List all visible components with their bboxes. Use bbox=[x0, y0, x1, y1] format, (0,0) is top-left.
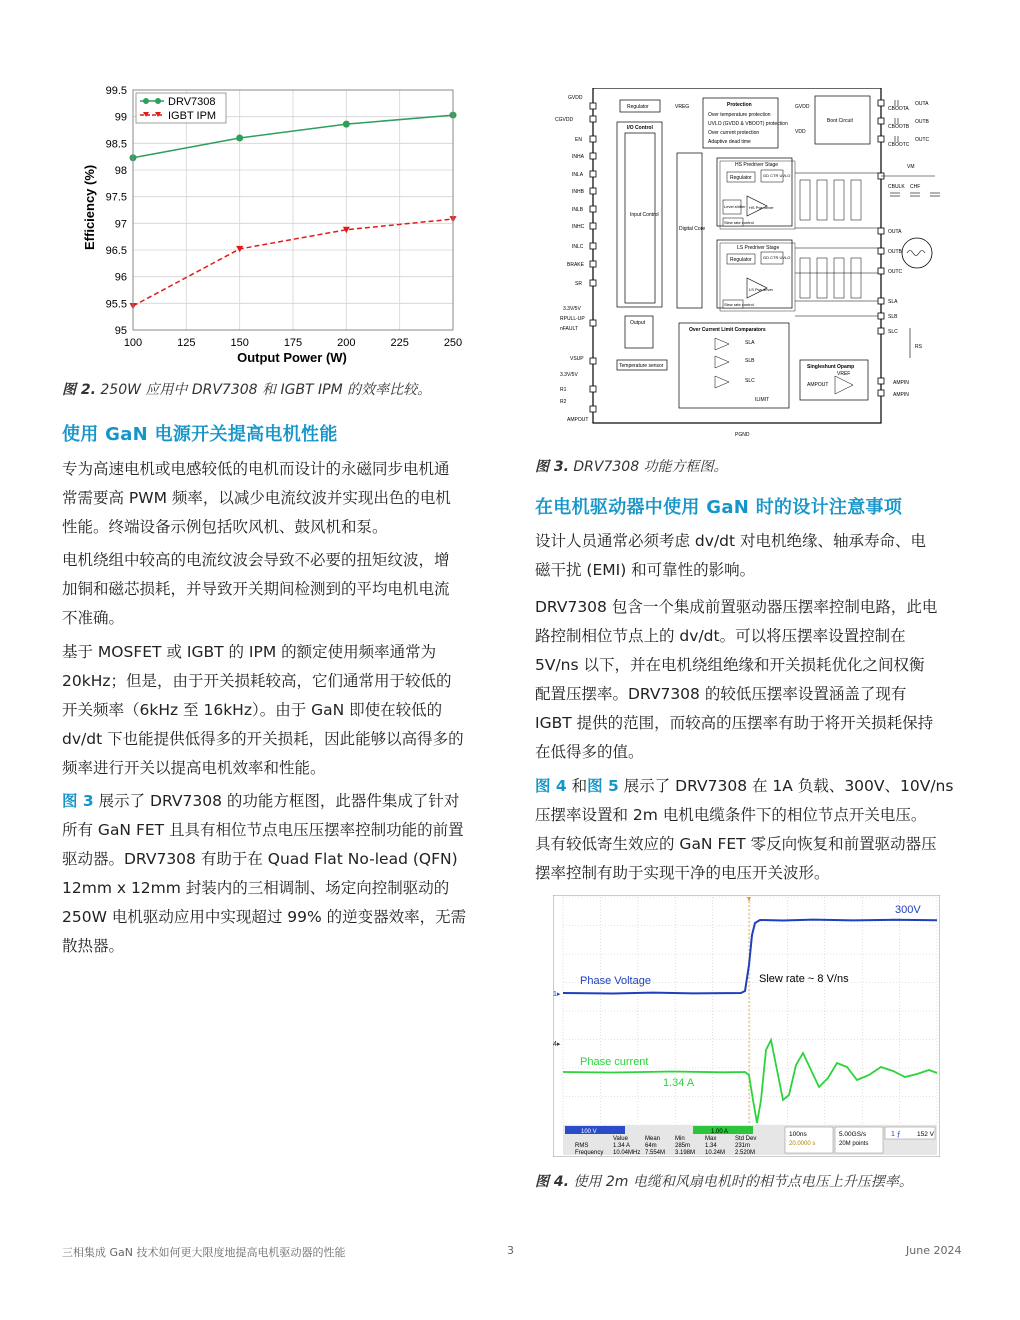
pin-inlb: INLB bbox=[572, 207, 584, 213]
meas-rms-mean: 64m bbox=[645, 1143, 657, 1149]
hs-predriver-block: HS Predriver Stage bbox=[735, 162, 779, 168]
chart-x-tick-label: 150 bbox=[230, 337, 249, 349]
chart-y-tick-label: 98.5 bbox=[105, 138, 127, 151]
temperature-sensor-block: Temperature sensor bbox=[619, 363, 664, 369]
meas-freq-label: Frequency bbox=[575, 1150, 604, 1156]
figure-3-text: DRV7308 功能方框图。 bbox=[568, 459, 728, 475]
scope-label-300v: 300V bbox=[895, 904, 921, 916]
scope-label-phase-current: Phase current bbox=[580, 1056, 649, 1068]
chart-y-tick-label: 99 bbox=[114, 111, 127, 124]
hs-pwr-driver: HS Pwr driver bbox=[749, 205, 774, 210]
text-line: 专为高速电机或电感较低的电机而设计的永磁同步电机通 bbox=[62, 460, 450, 478]
text-line: 20kHz；但是，由于开关损耗较高，它们通常用于较低的 bbox=[62, 672, 452, 690]
hs-regulator: Regulator bbox=[730, 175, 752, 181]
chart-y-axis-label: Efficiency (%) bbox=[82, 164, 97, 250]
legend-label-drv7308: DRV7308 bbox=[168, 96, 216, 108]
section-1-paragraph-3 bbox=[62, 638, 502, 783]
pin-inla: INLA bbox=[572, 172, 584, 178]
text-line: 磁干扰 (EMI) 和可靠性的影响。 bbox=[535, 561, 756, 579]
meas-freq-max: 10.24M bbox=[705, 1150, 726, 1156]
block-diagram bbox=[555, 88, 955, 443]
text-span: 展示了 DRV7308 的功能方框图，此器件集成了针对 bbox=[93, 792, 460, 810]
label-rpullup: RPULL-UP bbox=[560, 316, 585, 322]
section-2-paragraph-1 bbox=[535, 527, 975, 585]
pin-outc: OUTC bbox=[888, 269, 903, 275]
scope-label-slew-rate: Slew rate ~ 8 V/ns bbox=[759, 973, 849, 985]
meas-rms-label: RMS bbox=[575, 1143, 589, 1149]
protection-block: Protection bbox=[727, 102, 752, 108]
figure-5-link[interactable]: 图 5 bbox=[587, 777, 619, 795]
footer-page-number: 3 bbox=[507, 1244, 514, 1257]
meas-rms-min: 285m bbox=[675, 1143, 691, 1149]
sample-rate: 5.00GS/s bbox=[839, 1131, 867, 1138]
chart-y-tick-label: 97 bbox=[114, 218, 127, 231]
text-line: 不准确。 bbox=[62, 609, 125, 627]
pin-inhb: INHB bbox=[572, 189, 584, 195]
section-2-paragraph-2 bbox=[535, 593, 975, 767]
pin-inha: INHA bbox=[572, 154, 584, 160]
ch4-scale: 1.00 A bbox=[711, 1129, 729, 1135]
text-line: 电机绕组中较高的电流纹波会导致不必要的扭矩纹波，增 bbox=[62, 551, 450, 569]
hs-level-shifter: Level shifter bbox=[724, 204, 746, 209]
label-gvdd-boot: GVDD bbox=[795, 104, 810, 110]
meas-header-value: Value bbox=[613, 1136, 628, 1142]
text-line: 开关频率（6kHz 至 16kHz）。由于 GaN 即使在较低的 bbox=[62, 701, 443, 719]
figure-2-text: 250W 应用中 DRV7308 和 IGBT IPM 的效率比较。 bbox=[95, 382, 432, 398]
pin-brake: BRAKE bbox=[567, 262, 584, 268]
ch1-marker-icon: 1▸ bbox=[553, 991, 561, 998]
figure-4-link[interactable]: 图 4 bbox=[535, 777, 567, 795]
chart-x-axis-label: Output Power (W) bbox=[237, 350, 347, 365]
text-line: 常需要高 PWM 频率，以减少电流纹波并实现出色的电机 bbox=[62, 489, 451, 507]
pin-slb: SLB bbox=[888, 314, 898, 320]
figure-2-number: 图 2. bbox=[62, 382, 96, 398]
text-line: 摆率控制有助于实现干净的电压开关波形。 bbox=[535, 864, 830, 882]
text-line: IGBT 提供的范围，而较高的压摆率有助于将开关损耗保持 bbox=[535, 714, 934, 732]
ocl-block: Over Current Limit Comparators bbox=[689, 327, 766, 333]
pin-cgvdd: CGVDD bbox=[555, 117, 574, 123]
label-prot3: Over current protection bbox=[708, 130, 760, 136]
chart-y-tick-label: 99.5 bbox=[105, 85, 127, 97]
text-line: 具有较低寄生效应的 GaN FET 零反向恢复和前置驱动器压 bbox=[535, 835, 937, 853]
chart-legend bbox=[136, 93, 226, 123]
trigger-slope-icon: 1 ⨍ bbox=[891, 1131, 901, 1138]
chart-x-tick-label: 200 bbox=[337, 337, 356, 349]
text-line: 设计人员通常必须考虑 dv/dt 对电机绝缘、轴承寿命、电 bbox=[535, 532, 927, 550]
figure-4-text: 使用 2m 电缆和风扇电机时的相节点电压上升压摆率。 bbox=[568, 1174, 913, 1190]
label-r1: R1 bbox=[560, 387, 567, 393]
scope-label-current-value: 1.34 A bbox=[663, 1077, 695, 1089]
text-line: 性能。终端设备示例包括吹风机、鼓风机和泵。 bbox=[62, 518, 388, 536]
meas-header-stddev: Std Dev bbox=[735, 1136, 757, 1142]
ch1-scale: 100 V bbox=[581, 1129, 597, 1135]
text-span: 展示了 DRV7308 在 1A 负载、300V、10V/ns bbox=[618, 777, 954, 795]
chart-y-tick-label: 98 bbox=[114, 165, 127, 177]
figure-2-caption bbox=[62, 379, 431, 399]
figure-4-number: 图 4. bbox=[535, 1174, 569, 1190]
text-line: 频率进行开关以提高电机效率和性能。 bbox=[62, 759, 326, 777]
hs-gdctr: GD CTR UVLO bbox=[763, 173, 791, 178]
pin-vsup: VSUP bbox=[570, 356, 584, 362]
pin-ampin-p: AMPIN bbox=[893, 380, 909, 386]
section-1-paragraph-4 bbox=[62, 787, 502, 961]
section-2-paragraph-3 bbox=[535, 772, 975, 888]
text-line: dv/dt 下也能提供低得多的开关损耗，因此能够以高得多的 bbox=[62, 730, 464, 748]
pin-outa-boot: OUTA bbox=[915, 101, 929, 107]
section-1-heading: 使用 GaN 电源开关提高电机性能 bbox=[62, 424, 338, 445]
chart-y-tick-label: 96 bbox=[114, 271, 127, 284]
label-chf: CHF bbox=[910, 184, 921, 190]
text-line: 所有 GaN FET 且具有相位节点电压压摆率控制功能的前置 bbox=[62, 821, 464, 839]
pin-pgnd: PGND bbox=[735, 432, 750, 438]
chart-x-tick-label: 225 bbox=[390, 337, 409, 349]
output-block: Output bbox=[630, 320, 646, 326]
ls-slew-control: Slew rate control bbox=[724, 302, 754, 307]
pin-cbootb: CBOOTB bbox=[888, 124, 910, 130]
pin-outa: OUTA bbox=[888, 229, 902, 235]
pin-cbootc: CBOOTC bbox=[888, 142, 910, 148]
pin-sla: SLA bbox=[888, 299, 898, 305]
meas-rms-stddev: 231m bbox=[735, 1143, 751, 1149]
chart-x-tick-label: 100 bbox=[123, 337, 143, 349]
text-line: 压摆率设置和 2m 电机电缆条件下的相位节点开关电压。 bbox=[535, 806, 927, 824]
ls-gdctr: GD CTR UVLO bbox=[763, 255, 791, 260]
pin-cboota: CBOOTA bbox=[888, 106, 909, 112]
opamp-vref: VREF bbox=[837, 371, 851, 377]
text-line: 基于 MOSFET 或 IGBT 的 IPM 的额定使用频率通常为 bbox=[62, 643, 437, 661]
pin-inhc: INHC bbox=[572, 224, 585, 230]
legend-marker-drv7308 bbox=[143, 98, 149, 104]
meas-header-max: Max bbox=[705, 1136, 717, 1142]
text-line: 12mm x 12mm 封装内的三相调制、场定向控制驱动的 bbox=[62, 879, 450, 897]
pin-ampin-n: AMPIN bbox=[893, 392, 909, 398]
label-vdd: VDD bbox=[795, 129, 806, 135]
chart-y-tick-label: 95 bbox=[114, 325, 127, 337]
section-1-paragraph-1 bbox=[62, 455, 502, 542]
label-3v3-b: 3.3V/5V bbox=[560, 372, 578, 378]
regulator-block: Regulator bbox=[627, 104, 649, 110]
chart-point-drv7308 bbox=[343, 121, 350, 128]
pin-en: EN bbox=[575, 137, 582, 143]
label-vreg: VREG bbox=[675, 104, 690, 110]
text-span: 和 bbox=[566, 777, 588, 795]
meas-freq-stddev: 2.520M bbox=[735, 1150, 756, 1156]
meas-rms-max: 1.34 bbox=[705, 1143, 717, 1149]
text-line: 路控制相位节点上的 dv/dt。可以将压摆率设置控制在 bbox=[535, 627, 906, 645]
ls-regulator: Regulator bbox=[730, 257, 752, 263]
input-control-block: Input Control bbox=[630, 212, 659, 218]
pin-slc: SLC bbox=[888, 329, 898, 335]
chart-x-tick-label: 125 bbox=[177, 337, 196, 349]
section-2-heading: 在电机驱动器中使用 GaN 时的设计注意事项 bbox=[535, 497, 903, 518]
label-rs: RS bbox=[915, 344, 922, 350]
meas-rms-value: 1.34 A bbox=[613, 1143, 631, 1149]
ch4-marker-icon: 4▸ bbox=[553, 1041, 561, 1048]
meas-freq-min: 3.198M bbox=[675, 1150, 696, 1156]
label-cbulk: CBULK bbox=[888, 184, 905, 190]
opamp-block: Singleshunt Opamp bbox=[807, 364, 855, 370]
chart-point-drv7308 bbox=[236, 135, 243, 142]
chart-x-tick-label: 250 bbox=[443, 337, 463, 349]
label-r2: R2 bbox=[560, 399, 567, 405]
boot-circuit-block: Boot Circuit bbox=[827, 118, 853, 124]
figure-3-number: 图 3. bbox=[535, 459, 569, 475]
record-length: 20M points bbox=[839, 1141, 869, 1147]
text-line: 驱动器。DRV7308 有助于在 Quad Flat No-lead (QFN) bbox=[62, 850, 458, 868]
chart-x-tick-label: 175 bbox=[283, 337, 303, 349]
chart-y-tick-label: 95.5 bbox=[105, 298, 127, 311]
pin-outb: OUTB bbox=[888, 249, 902, 255]
meas-header-min: Min bbox=[675, 1136, 685, 1142]
pin-inlc: INLC bbox=[572, 244, 584, 250]
meas-freq-value: 10.04MHz bbox=[613, 1150, 641, 1156]
text-line: 加铜和磁芯损耗，并导致开关期间检测到的平均电机电流 bbox=[62, 580, 450, 598]
figure-3-caption bbox=[535, 456, 728, 476]
timebase: 100ns bbox=[789, 1131, 807, 1138]
label-3v3: 3.3V/5V bbox=[563, 306, 581, 312]
digital-core-block: Digital Core bbox=[679, 226, 706, 232]
legend-label-igbt: IGBT IPM bbox=[168, 110, 217, 122]
pin-outc-boot: OUTC bbox=[915, 137, 930, 143]
label-prot2: UVLO (GVDD & VBOOT) protection bbox=[708, 121, 788, 127]
ocl-sla: SLA bbox=[745, 340, 755, 346]
opamp-ampout: AMPOUT bbox=[807, 382, 829, 388]
section-1-paragraph-2 bbox=[62, 546, 502, 633]
pin-outb-boot: OUTB bbox=[915, 119, 929, 125]
text-line: 5V/ns 以下，并在电机绕组绝缘和开关损耗优化之间权衡 bbox=[535, 656, 925, 674]
chart-y-tick-label: 96.5 bbox=[105, 245, 127, 257]
meas-freq-mean: 7.554M bbox=[645, 1150, 666, 1156]
motor-icon bbox=[902, 238, 932, 268]
label-prot4: Adaptive dead time bbox=[708, 139, 751, 145]
timebase-offset: 20.0000 s bbox=[789, 1141, 816, 1147]
trigger-level: 152 V bbox=[917, 1131, 934, 1138]
oscilloscope-capture bbox=[553, 895, 940, 1157]
chart-y-tick-label: 97.5 bbox=[105, 191, 127, 204]
pin-gvdd: GVDD bbox=[568, 95, 583, 101]
text-line: 配置压摆率。DRV7308 的较低压摆率设置涵盖了现有 bbox=[535, 685, 907, 703]
efficiency-chart bbox=[60, 80, 480, 370]
footer-title: 三相集成 GaN 技术如何更大限度地提高电机驱动器的性能 bbox=[62, 1246, 346, 1259]
ls-predriver-block: LS Predriver Stage bbox=[737, 245, 780, 251]
text-line: 在低得多的值。 bbox=[535, 743, 644, 761]
ocl-slb: SLB bbox=[745, 358, 755, 364]
pin-sr: SR bbox=[575, 281, 582, 287]
scope-label-phase-voltage: Phase Voltage bbox=[580, 975, 651, 987]
text-line: 散热器。 bbox=[62, 937, 125, 955]
pin-ampout-gnd: AMPOUT bbox=[567, 417, 589, 423]
label-prot1: Over temperature protection bbox=[708, 112, 771, 118]
footer-date: June 2024 bbox=[906, 1244, 962, 1257]
io-control-block: I/O Control bbox=[627, 125, 653, 131]
text-line: DRV7308 包含一个集成前置驱动器压摆率控制电路，此电 bbox=[535, 598, 938, 616]
pin-nfault: nFAULT bbox=[560, 326, 578, 332]
meas-header-mean: Mean bbox=[645, 1136, 661, 1142]
figure-4-caption bbox=[535, 1171, 913, 1191]
text-line: 250W 电机驱动应用中实现超过 99% 的逆变器效率，无需 bbox=[62, 908, 467, 926]
pin-vm: VM bbox=[907, 164, 915, 170]
hs-slew-control: Slew rate control bbox=[724, 220, 754, 225]
figure-3-link[interactable]: 图 3 bbox=[62, 792, 94, 810]
ocl-slc: SLC bbox=[745, 378, 755, 384]
ocl-ilimit: ILIMIT bbox=[755, 397, 770, 403]
ls-pwr-driver: LS Pwr driver bbox=[749, 287, 774, 292]
